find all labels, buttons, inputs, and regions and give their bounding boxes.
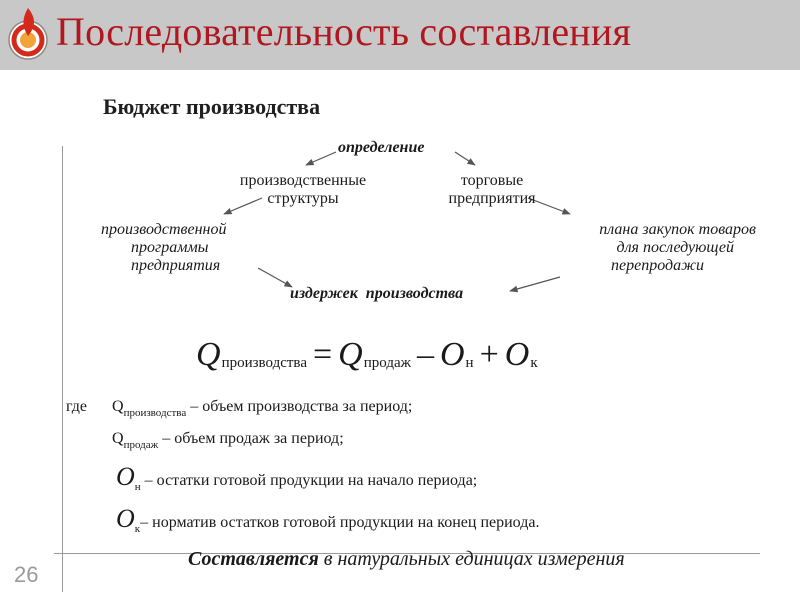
symbol-q: Q — [112, 430, 124, 447]
symbol-q: Q — [112, 398, 124, 415]
symbol-sub: к — [134, 523, 141, 535]
formula — [196, 336, 538, 374]
footer-note — [188, 548, 625, 571]
legend-where: где — [66, 398, 88, 415]
symbol-sub: производства — [123, 407, 187, 419]
diagram-production-program — [101, 221, 226, 275]
formula-sub-sales: продаж — [363, 355, 411, 371]
section-subtitle: Бюджет производства — [103, 94, 321, 119]
page-number: 26 — [14, 562, 39, 587]
formula-q: Q — [196, 336, 221, 373]
formula-plus: + — [479, 336, 499, 373]
formula-sub-end: к — [530, 355, 538, 371]
line-1: производственной — [101, 221, 227, 238]
footer-rest: в натуральных единицах измерения — [318, 548, 625, 570]
formula-o: O — [439, 336, 465, 373]
line-3: перепродажи — [611, 257, 704, 274]
line-2: структуры — [267, 190, 339, 207]
symbol-sub: н — [134, 481, 141, 493]
legend-line-sales — [112, 430, 344, 451]
legend-line-closing-stock — [116, 504, 539, 535]
formula-sub-start: н — [465, 355, 474, 371]
line-1: производственные — [239, 172, 367, 189]
line-2: программы — [131, 239, 209, 256]
formula-minus: – — [416, 336, 434, 373]
legend-text: – объем производства за период; — [186, 398, 413, 415]
diagram-definition: определение — [338, 139, 425, 156]
line-3: предприятия — [131, 257, 221, 274]
symbol-o: O — [116, 462, 135, 491]
diagram-production-costs: издержек производства — [290, 285, 464, 302]
diagram-production-structures — [222, 172, 384, 208]
diagram-purchase-plan — [540, 221, 756, 275]
footer-bold: Составляется — [188, 548, 319, 570]
line-1: торговые — [460, 172, 524, 189]
legend-line-opening-stock — [116, 462, 477, 493]
formula-o: O — [504, 336, 530, 373]
arrow-to-structures — [306, 152, 336, 165]
symbol-o: O — [116, 504, 135, 533]
symbol-sub: продаж — [123, 439, 159, 451]
line-2: предприятия — [448, 190, 536, 207]
legend-line-production — [112, 398, 412, 419]
slide-title: Последовательность составления — [56, 9, 632, 54]
arrow-program-to-costs — [258, 268, 292, 287]
diagram-trade-enterprises — [430, 172, 554, 208]
legend-text: – остатки готовой продукции на начало периода; — [140, 472, 478, 489]
arrow-plan-to-costs — [510, 277, 560, 291]
line-1: плана закупок товаров — [599, 221, 756, 238]
line-2: для последующей — [616, 239, 734, 256]
legend-text: – объем продаж за период; — [158, 430, 344, 447]
formula-equals: = — [312, 336, 333, 373]
arrow-to-trade — [455, 152, 475, 165]
formula-q: Q — [338, 336, 363, 373]
formula-sub-production: производства — [221, 355, 307, 371]
legend-text: – норматив остатков готовой продукции на конец периода. — [140, 514, 540, 531]
